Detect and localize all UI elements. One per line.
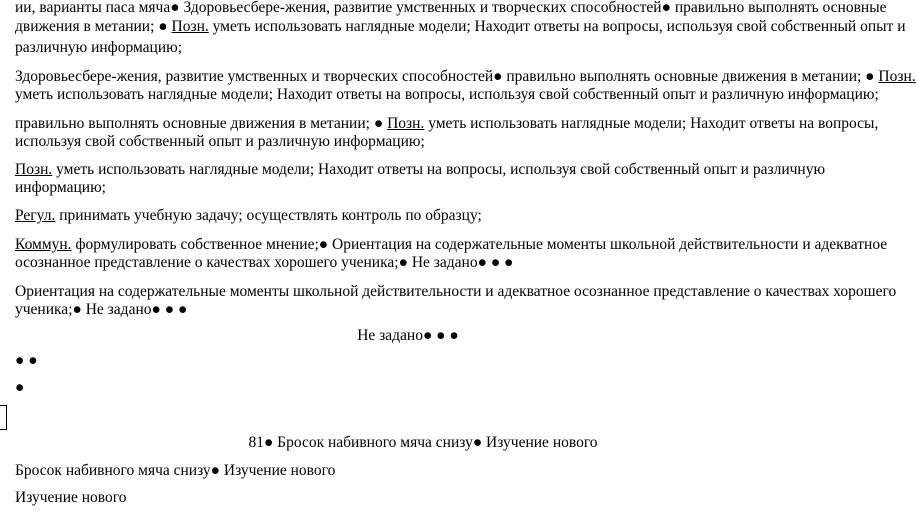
text-line-7: используя свой собственный опыт и различную информацию; <box>15 133 425 150</box>
text-fragment: уметь использовать наглядные модели; Находит ответы на вопросы, <box>424 115 879 132</box>
kommun-label: Коммун. <box>15 236 72 253</box>
text-fragment: уметь использовать наглядные модели; Находит ответы на вопросы, используя свой собственный опыт и <box>208 18 906 35</box>
text-line-5: уметь использовать наглядные модели; Находит ответы на вопросы, используя свой собственный опыт и различную информацию; <box>15 86 879 103</box>
text-line-2 <box>15 16 906 37</box>
text-fragment: уметь использовать наглядные модели; Находит ответы на вопросы, используя свой собственный опыт и различную <box>52 161 826 178</box>
text-line-16: ● ● <box>15 352 38 369</box>
regul-label: Регул. <box>15 207 56 224</box>
text-fragment: движения в метании; ● <box>15 18 172 35</box>
text-line-10 <box>15 205 815 226</box>
text-line-20: Изучение нового <box>15 489 127 506</box>
text-line-1: ии, варианты паса мяча● Здоровьесбере-жения, развитие умственных и творческих способностей● правильно выполнять основные <box>15 0 887 16</box>
text-line-14: ученика;● Не задано● ● ● <box>15 301 188 318</box>
text-line-12: осознанное представление о качествах хорошего ученика;● Не задано● ● ● <box>15 254 514 271</box>
text-fragment: формулировать собственное мнение;● Ориентация на содержательные моменты школьной действительности и адекватное <box>71 236 888 253</box>
pozn-label: Позн. <box>15 161 53 178</box>
text-line-18: 81● Бросок набивного мяча снизу● Изучение нового <box>248 434 598 451</box>
text-line-3: различную информацию; <box>15 39 183 56</box>
text-line-17: ● <box>15 379 25 396</box>
text-fragment: правильно выполнять основные движения в метании; ● <box>15 115 388 132</box>
pozn-label: Позн. <box>171 18 209 35</box>
margin-mark <box>0 405 7 430</box>
text-fragment: принимать учебную задачу; осуществлять контроль по образцу; <box>55 207 482 224</box>
text-line-19: Бросок набивного мяча снизу● Изучение нового <box>15 462 336 479</box>
text-line-15: Не задано● ● ● <box>357 327 459 344</box>
text-line-9: информацию; <box>15 179 106 196</box>
text-fragment: Здоровьесбере-жения, развитие умственных и творческих способностей● правильно выполнять основные движения в метании; ● <box>15 68 879 85</box>
text-line-13: Ориентация на содержательные моменты школьной действительности и адекватное осознанное представление о качествах хорошего <box>15 283 897 300</box>
pozn-label: Позн. <box>387 115 425 132</box>
pozn-label: Позн. <box>878 68 916 85</box>
